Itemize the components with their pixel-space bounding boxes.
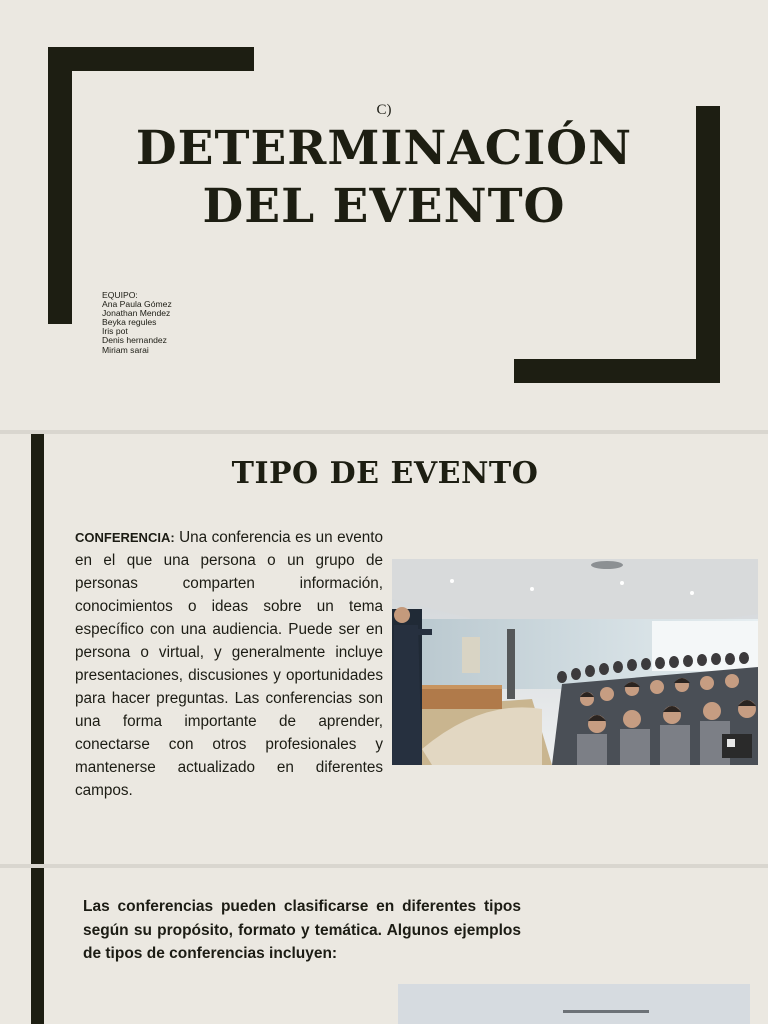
conference-photo bbox=[392, 559, 758, 765]
team-member: Miriam sarai bbox=[102, 344, 149, 355]
team-member: Ana Paula Gómez bbox=[102, 299, 172, 310]
team-list bbox=[102, 291, 172, 355]
conference-description bbox=[75, 526, 383, 802]
conference-types-slide bbox=[0, 868, 768, 1024]
slide-title: TIPO DE EVENTO bbox=[231, 456, 539, 491]
title-slide bbox=[0, 0, 768, 430]
section-label: C) bbox=[376, 102, 392, 118]
bracket-top-left-horizontal bbox=[48, 47, 254, 71]
team-member: Iris pot bbox=[102, 326, 128, 337]
page-title bbox=[90, 120, 678, 236]
slide-image bbox=[398, 984, 750, 1024]
bracket-top-left-vertical bbox=[48, 47, 72, 324]
event-type-slide bbox=[0, 434, 768, 864]
description-text: Una conferencia es un evento en el que una persona o un grupo de personas comparten información, conocimientos o ideas sobre un tema específico con una audiencia. Puede ser en persona o virtual, y generalmente incluye presentaciones, discusiones y oportunidades para hacer preguntas. Las conferencias son una forma importante de aprender, conectarse con otros profesionales y mantenerse actualizado en diferentes campos. bbox=[75, 529, 383, 799]
team-heading: EQUIPO: bbox=[102, 290, 138, 300]
bracket-bottom-right-vertical bbox=[696, 106, 720, 383]
title-line-1: DETERMINACIÓN bbox=[135, 121, 633, 176]
team-member: Beyka regules bbox=[102, 317, 157, 328]
side-accent-bar bbox=[31, 434, 44, 864]
team-member: Denis hernandez bbox=[102, 335, 167, 346]
types-intro: Las conferencias pueden clasificarse en diferentes tipos según su propósito, formato y temática. Algunos ejemplos de tipos de conferencias incluyen: bbox=[83, 898, 521, 962]
team-member: Jonathan Mendez bbox=[102, 308, 171, 319]
side-accent-bar bbox=[31, 868, 44, 1024]
term-label: CONFERENCIA: bbox=[75, 530, 175, 545]
title-line-2: DEL EVENTO bbox=[202, 179, 566, 234]
bracket-bottom-right-horizontal bbox=[514, 359, 720, 383]
image-detail bbox=[563, 1010, 649, 1013]
